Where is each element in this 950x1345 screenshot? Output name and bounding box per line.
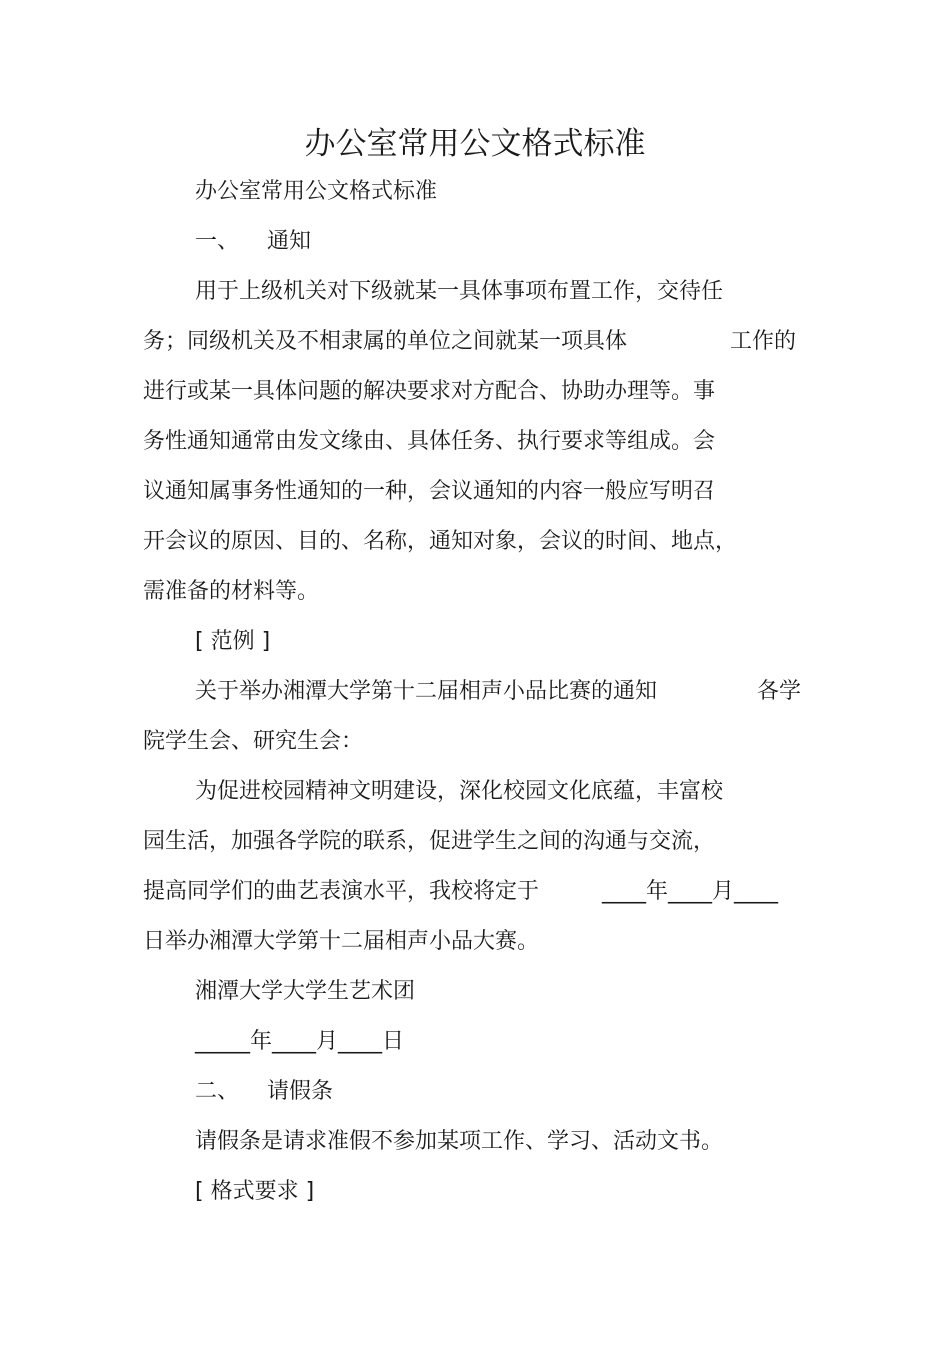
- paragraph-line: 开会议的原因、目的、名称，通知对象，会议的时间、地点，: [143, 529, 738, 554]
- example-notice-title: 关于举办湘潭大学第十二届相声小品比赛的通知: [195, 679, 658, 704]
- paragraph-line: 请假条是请求准假不参加某项工作、学习、活动文书。: [195, 1129, 724, 1154]
- paragraph-line-tail: 各学: [757, 679, 802, 704]
- paragraph-line-tail: 工作的: [730, 329, 797, 354]
- signature-date: _____年____月____日: [195, 1029, 405, 1054]
- section-heading-leave-note: 二、 请假条: [195, 1079, 333, 1104]
- section-heading-notice: 一、 通知: [195, 229, 311, 254]
- format-requirements-label: [ 格式要求 ]: [195, 1179, 315, 1204]
- signature-organization: 湘潭大学大学生艺术团: [195, 979, 416, 1004]
- paragraph-line: 进行或某一具体问题的解决要求对方配合、协助办理等。事: [143, 379, 716, 404]
- paragraph-line: 需准备的材料等。: [143, 579, 320, 604]
- paragraph-line: 务性通知通常由发文缘由、具体任务、执行要求等组成。会: [143, 429, 716, 454]
- paragraph-line: 提高同学们的曲艺表演水平，我校将定于: [143, 879, 540, 904]
- subtitle-line: 办公室常用公文格式标准: [195, 179, 438, 204]
- paragraph-line: 务；同级机关及不相隶属的单位之间就某一项具体: [143, 329, 628, 354]
- document-title: 办公室常用公文格式标准: [304, 126, 646, 162]
- paragraph-line: 日举办湘潭大学第十二届相声小品大赛。: [143, 929, 540, 954]
- paragraph-line: 用于上级机关对下级就某一具体事项布置工作，交待任: [195, 279, 724, 304]
- paragraph-line: 园生活，加强各学院的联系，促进学生之间的沟通与交流，: [143, 829, 716, 854]
- example-label: [ 范例 ]: [195, 629, 271, 654]
- date-blank: ____年____月____: [602, 879, 779, 904]
- paragraph-line: 为促进校园精神文明建设，深化校园文化底蕴，丰富校: [195, 779, 724, 804]
- paragraph-line: 议通知属事务性通知的一种，会议通知的内容一般应写明召: [143, 479, 716, 504]
- addressee-line: 院学生会、研究生会：: [143, 729, 364, 754]
